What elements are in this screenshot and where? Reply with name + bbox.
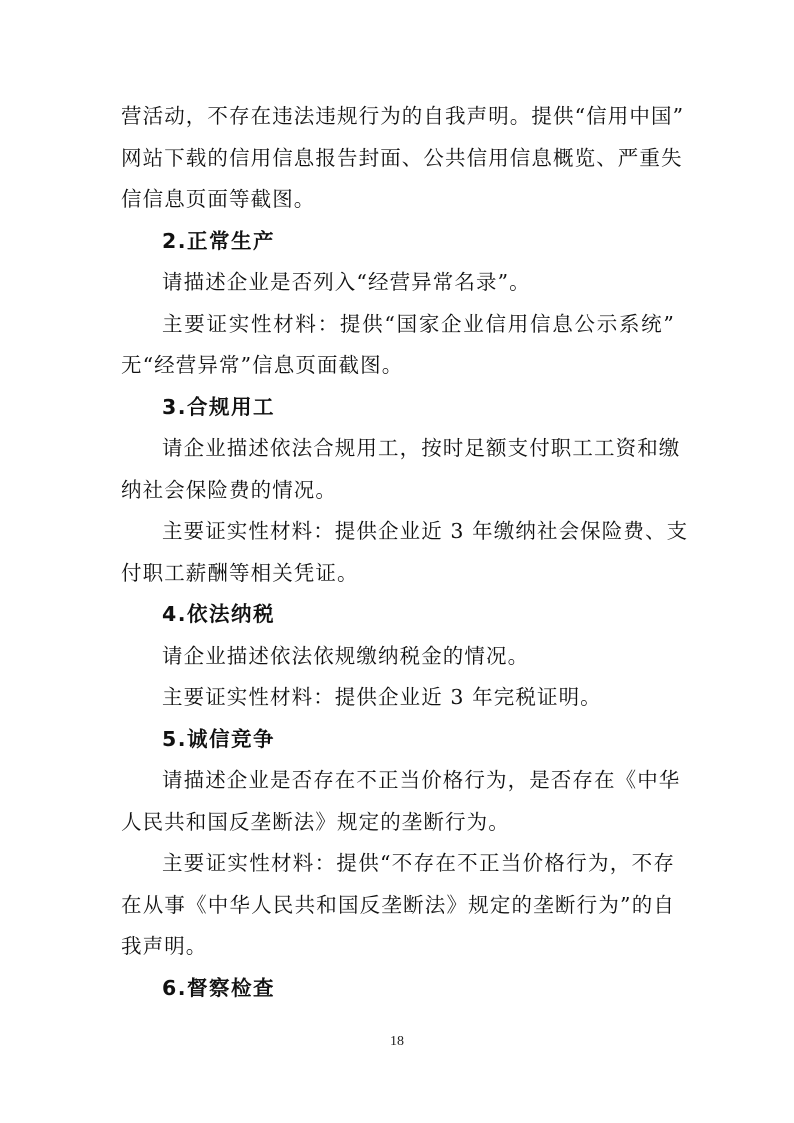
paragraph-line: 请企业描述依法依规缴纳税金的情况。 — [162, 643, 530, 668]
paragraph-line: 请企业描述依法合规用工，按时足额支付职工工资和缴 — [162, 436, 681, 460]
paragraph-line: 主要证实性材料：提供“国家企业信用信息公示系统” — [162, 311, 675, 336]
page-number: 18 — [390, 1034, 404, 1049]
paragraph-line: 营活动，不存在违法违规行为的自我声明。提供“信用中国” — [121, 104, 685, 128]
paragraph-line: 人民共和国反垄断法》规定的垄断行为。 — [121, 809, 510, 834]
paragraph-line: 网站下载的信用信息报告封面、公共信用信息概览、严重失 — [121, 145, 683, 170]
paragraph-line: 在从事《中华人民共和国反垄断法》规定的垄断行为”的自 — [121, 892, 675, 917]
paragraph-line: 主要证实性材料：提供企业近 3 年缴纳社会保险费、支 — [162, 519, 689, 543]
paragraph-line: 主要证实性材料：提供“不存在不正当价格行为，不存 — [162, 851, 675, 875]
paragraph-line: 主要证实性材料：提供企业近 3 年完税证明。 — [162, 685, 602, 709]
paragraph-line: 无“经营异常”信息页面截图。 — [121, 353, 404, 377]
paragraph-line: 信信息页面等截图。 — [121, 187, 316, 211]
paragraph-line: 纳社会保险费的情况。 — [121, 477, 337, 502]
section-heading: 2.正常生产 — [162, 228, 276, 253]
paragraph-line: 付职工薪酬等相关凭证。 — [121, 560, 359, 585]
section-heading: 5.诚信竞争 — [162, 726, 276, 751]
section-heading: 6.督察检查 — [162, 975, 276, 1000]
paragraph-line: 请描述企业是否列入“经营异常名录”。 — [162, 270, 531, 294]
section-heading: 4.依法纳税 — [162, 602, 276, 626]
document-body — [121, 96, 689, 1009]
section-heading: 3.合规用工 — [162, 394, 276, 419]
paragraph-line: 请描述企业是否存在不正当价格行为，是否存在《中华 — [162, 768, 681, 792]
paragraph-line: 我声明。 — [121, 934, 208, 958]
